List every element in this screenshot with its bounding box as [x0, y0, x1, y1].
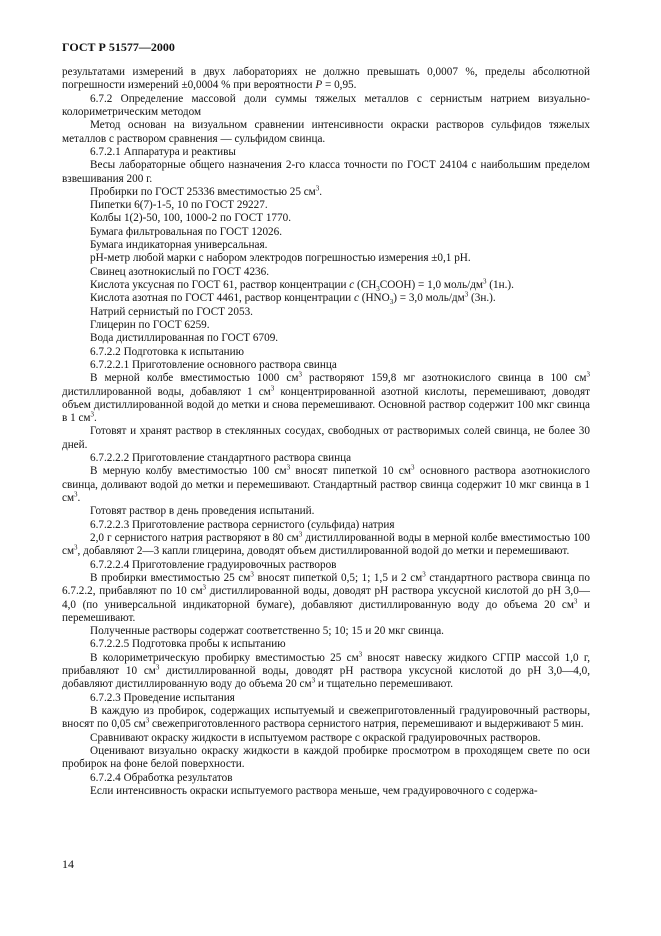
- text: В каждую из пробирок, содержащих испытуемый и свежеприготовленный градуировочный растворы, вносят по 0,05 см: [62, 705, 590, 731]
- page-header: ГОСТ Р 51577—2000: [62, 40, 175, 54]
- text: вносят навеску жидкого СГПР массой 1,0 г, прибавляют 10 см: [62, 651, 590, 678]
- text: стандартного раствора свинца по 6.7.2.2, прибавляют по 10 см: [62, 571, 591, 598]
- superscript: 3: [74, 543, 78, 552]
- text: дистиллированной воды, доводят рН раствора уксусной кислотой до рН 3,0—4,0 (по универсальной индикаторной бумаге), добавляют дистиллированную воду до объема 20 см: [62, 585, 590, 611]
- superscript: 3: [422, 570, 426, 579]
- superscript: 3: [410, 463, 415, 472]
- text: 2,0 г сернистого натрия растворяют в 80 см: [90, 531, 299, 544]
- superscript: 3: [90, 410, 95, 419]
- list-item: Вода дистиллированная по ГОСТ 6709.: [90, 332, 279, 345]
- text: Кислота уксусная по ГОСТ 61, раствор концентрации: [90, 279, 350, 291]
- text: свежеприготовленного раствора сернистого натрия, перемешивают и выдерживают 5 мин.: [149, 718, 584, 731]
- text: Пробирки по ГОСТ 25336 вместимостью 25 см: [90, 185, 316, 198]
- paragraph: Весы лабораторные общего назначения 2-го класса точности по ГОСТ 24104 с наибольшим пределом взвешивания 200 г.: [62, 159, 590, 185]
- text: В колориметрическую пробирку вместимостью 25 см: [90, 651, 359, 664]
- text: В мерной колбе вместимостью 1000 см: [90, 372, 299, 385]
- text: дистиллированной воды, добавляют 1 см: [62, 385, 271, 398]
- list-item: рН-метр любой марки с набором электродов погрешностью измерения ±0,1 рН.: [90, 252, 471, 265]
- section-heading: 6.7.2.2.3 Приготовление раствора сернистого (сульфида) натрия: [90, 518, 395, 531]
- text: растворяют 159,8 мг азотнокислого свинца в 100 см: [301, 372, 587, 385]
- superscript: 3: [270, 383, 275, 392]
- superscript: 3: [586, 370, 590, 379]
- text: = 0,95.: [322, 79, 357, 92]
- paragraph: Полученные растворы содержат соответственно 5; 10; 15 и 20 мкг свинца.: [90, 625, 444, 638]
- section-heading: 6.7.2.4 Обработка результатов: [90, 771, 233, 784]
- subscript: 3: [389, 298, 394, 307]
- paragraph: Сравнивают окраску жидкости в испытуемом растворе с окраской градуировочных растворов.: [90, 731, 541, 744]
- variable: c: [349, 279, 355, 291]
- superscript: 3: [155, 663, 160, 672]
- section-heading: 6.7.2.2.4 Приготовление градуировочных растворов: [90, 558, 337, 571]
- paragraph: [62, 705, 590, 732]
- text: В пробирки вместимостью 25 см: [90, 571, 251, 584]
- variable: c: [353, 292, 359, 305]
- text: основного раствора азотнокислого свинца, доливают водой до метки и перемешивают. Стандартный раствор свинца содержит 10 мкг свинца в 1 см: [62, 465, 590, 504]
- paragraph: Готовят раствор в день проведения испытаний.: [90, 505, 315, 518]
- list-item: Бумага фильтровальная по ГОСТ 12026.: [90, 225, 283, 238]
- superscript: 3: [483, 277, 487, 286]
- paragraph-intro: [62, 66, 590, 93]
- paragraph: [62, 532, 590, 559]
- superscript: 3: [464, 290, 469, 299]
- section-heading: 6.7.2 Определение массовой доли суммы тяжелых металлов с сернистым натрием визуально-колориметрическим методом: [62, 92, 590, 118]
- superscript: 3: [315, 184, 320, 193]
- list-item: Бумага индикаторная универсальная.: [90, 239, 268, 252]
- list-item: [62, 279, 590, 292]
- text: (3н.).: [468, 292, 496, 305]
- section-heading: 6.7.2.2.1 Приготовление основного раствора свинца: [90, 358, 337, 371]
- list-item: [62, 292, 590, 305]
- page-number: 14: [62, 857, 74, 871]
- list-item: Натрий сернистый по ГОСТ 2053.: [90, 305, 253, 318]
- section-heading: 6.7.2.2.5 Подготовка пробы к испытанию: [90, 638, 286, 651]
- text: и перемешивают.: [62, 598, 590, 624]
- text: (CH: [354, 279, 377, 291]
- paragraph: Оценивают визуально окраску жидкости в каждой пробирке просмотром в проходящем свете по оси пробирок на фоне белой поверхности.: [62, 744, 590, 771]
- superscript: 3: [298, 370, 302, 379]
- text: и тщательно перемешивают.: [315, 678, 454, 691]
- list-item: [62, 186, 590, 199]
- text: (1н.).: [486, 279, 514, 291]
- list-item: Колбы 1(2)-50, 100, 1000-2 по ГОСТ 1770.: [90, 212, 291, 225]
- subscript: 3: [376, 285, 380, 294]
- list-item: Свинец азотнокислый по ГОСТ 4236.: [90, 265, 270, 278]
- paragraph: Готовят и хранят раствор в стеклянных сосудах, свободных от растворимых солей свинца, не более 30 дней.: [62, 425, 590, 451]
- paragraph: [62, 572, 590, 625]
- paragraph: [62, 372, 590, 425]
- superscript: 3: [311, 676, 316, 685]
- paragraph: [62, 465, 590, 505]
- text: ) = 3,0 моль/дм: [393, 292, 465, 305]
- section-heading: 6.7.2.2 Подготовка к испытанию: [90, 345, 245, 358]
- text: В мерную колбу вместимостью 100 см: [90, 465, 287, 478]
- list-item: Пипетки 6(7)-1-5, 10 по ГОСТ 29227.: [90, 199, 268, 212]
- superscript: 3: [358, 650, 363, 659]
- page-body: [62, 66, 590, 798]
- variable: P: [315, 79, 323, 92]
- superscript: 3: [298, 530, 303, 539]
- text: .: [319, 185, 323, 198]
- text: Кислота азотная по ГОСТ 4461, раствор концентрации: [90, 292, 354, 305]
- superscript: 3: [286, 463, 291, 472]
- text: .: [77, 492, 81, 504]
- superscript: 3: [573, 596, 578, 605]
- paragraph: [62, 652, 590, 692]
- section-heading: 6.7.2.2.2 Приготовление стандартного раствора свинца: [90, 452, 352, 465]
- text: вносят пипеткой 10 см: [290, 465, 411, 478]
- text: (HNO: [358, 292, 390, 305]
- text: концентрированной азотной кислоты, перемешивают, доводят объем дистиллированной водой до метки и снова перемешивают. Основной раствор содержит 100 мкг свинца в 1 см: [62, 385, 591, 425]
- text: результатами измерений в двух лабораториях не должно превышать 0,0007 %, пределы абсолютной погрешности измерений ±0,0004 % при вероятности: [62, 66, 590, 92]
- superscript: 3: [202, 583, 207, 592]
- superscript: 3: [74, 490, 78, 499]
- text: дистиллированной воды, доводят рН раствора уксусной кислотой до рН 3,0—4,0, добавляют дистиллированную воду до объема 20 см: [62, 665, 591, 691]
- text: , добавляют 2—3 капли глицерина, доводят объем дистиллированной водой до метки и перемешивают.: [77, 545, 570, 558]
- text: .: [94, 412, 97, 425]
- superscript: 3: [145, 716, 150, 725]
- paragraph: Если интенсивность окраски испытуемого раствора меньше, чем градуировочного с содержа-: [90, 784, 538, 797]
- list-item: Глицерин по ГОСТ 6259.: [90, 318, 210, 331]
- text: дистиллированной воды в мерной колбе вместимостью 100 см: [62, 531, 590, 558]
- paragraph: Метод основан на визуальном сравнении интенсивности окраски растворов сульфидов тяжелых металлов с раствором сравнения — сульфидом свинца.: [62, 119, 590, 145]
- section-heading: 6.7.2.1 Аппаратура и реактивы: [90, 145, 236, 158]
- section-heading: 6.7.2.3 Проведение испытания: [90, 691, 235, 704]
- superscript: 3: [250, 570, 254, 579]
- text: вносят пипеткой 0,5; 1; 1,5 и 2 см: [253, 571, 423, 584]
- text: COOH) = 1,0 моль/дм: [379, 279, 483, 291]
